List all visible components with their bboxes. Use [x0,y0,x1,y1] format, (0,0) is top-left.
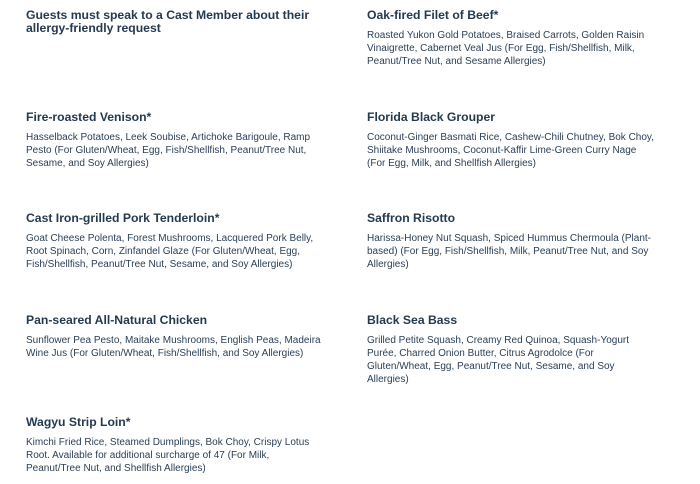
menu-item-title: Fire-roasted Venison* [26,110,152,124]
menu-item-fire-roasted-venison [26,111,326,170]
menu-item-description: Hasselback Potatoes, Leek Soubise, Artichoke Barigoule, Ramp Pesto (For Gluten/Wheat, Egg, Fish/Shellfish, Peanut/Tree Nut, Sesame, and Soy Allergies) [26,132,311,169]
menu-item-description: Harissa-Honey Nut Squash, Spiced Hummus Chermoula (Plant-based) (For Egg, Fish/Shellfish, Milk, Peanut/Tree Nut, and Soy Allergies) [367,233,652,270]
menu-item-oak-fired-filet [367,9,657,68]
menu-item-description: Roasted Yukon Gold Potatoes, Braised Carrots, Golden Raisin Vinaigrette, Cabernet Veal Jus (For Egg, Fish/Shellfish, Milk, Peanut/Tree Nut, and Sesame Allergies) [367,30,645,67]
menu-item-title: Black Sea Bass [367,313,458,327]
menu-item-wagyu-strip-loin [26,416,326,475]
menu-item-title: Oak-fired Filet of Beef* [367,8,499,22]
menu-item-title: Pan-seared All-Natural Chicken [26,313,208,327]
menu-item-title: Saffron Risotto [367,211,456,225]
menu-item-description: Grilled Petite Squash, Creamy Red Quinoa, Squash-Yogurt Purée, Charred Onion Butter, Citrus Agrodolce (For Gluten/Wheat, Egg, Peanut/Tree Nut, Sesame, and Soy Allergies) [367,335,629,385]
menu-item-black-sea-bass [367,314,657,386]
menu-item-title: Florida Black Grouper [367,110,495,124]
menu-item-saffron-risotto [367,212,657,271]
menu-item-pork-tenderloin [26,212,326,271]
menu-item-description: Sunflower Pea Pesto, Maitake Mushrooms, English Peas, Madeira Wine Jus (For Gluten/Wheat, Fish/Shellfish, and Soy Allergies) [26,335,321,359]
allergy-notice-text: Guests must speak to a Cast Member about their allergy-friendly request [26,8,310,35]
menu-item-title: Wagyu Strip Loin* [26,415,131,429]
allergy-notice [26,9,326,35]
menu-item-description: Kimchi Fried Rice, Steamed Dumplings, Bok Choy, Crispy Lotus Root. Available for additional surcharge of 47 (For Milk, Peanut/Tree Nut, and Shellfish Allergies) [26,437,310,474]
menu-item-title: Cast Iron-grilled Pork Tenderloin* [26,211,220,225]
menu-item-description: Goat Cheese Polenta, Forest Mushrooms, Lacquered Pork Belly, Root Spinach, Corn, Zinfandel Glaze (For Gluten/Wheat, Egg, Fish/Shellfish, Peanut/Tree Nut, Sesame, and Soy Allergies) [26,233,314,270]
menu-item-all-natural-chicken [26,314,326,360]
menu-item-description: Coconut-Ginger Basmati Rice, Cashew-Chili Chutney, Bok Choy, Shiitake Mushrooms, Coconut-Kaffir Lime-Green Curry Nage (For Egg, Milk, and Shellfish Allergies) [367,132,654,169]
menu-item-florida-black-grouper [367,111,657,170]
